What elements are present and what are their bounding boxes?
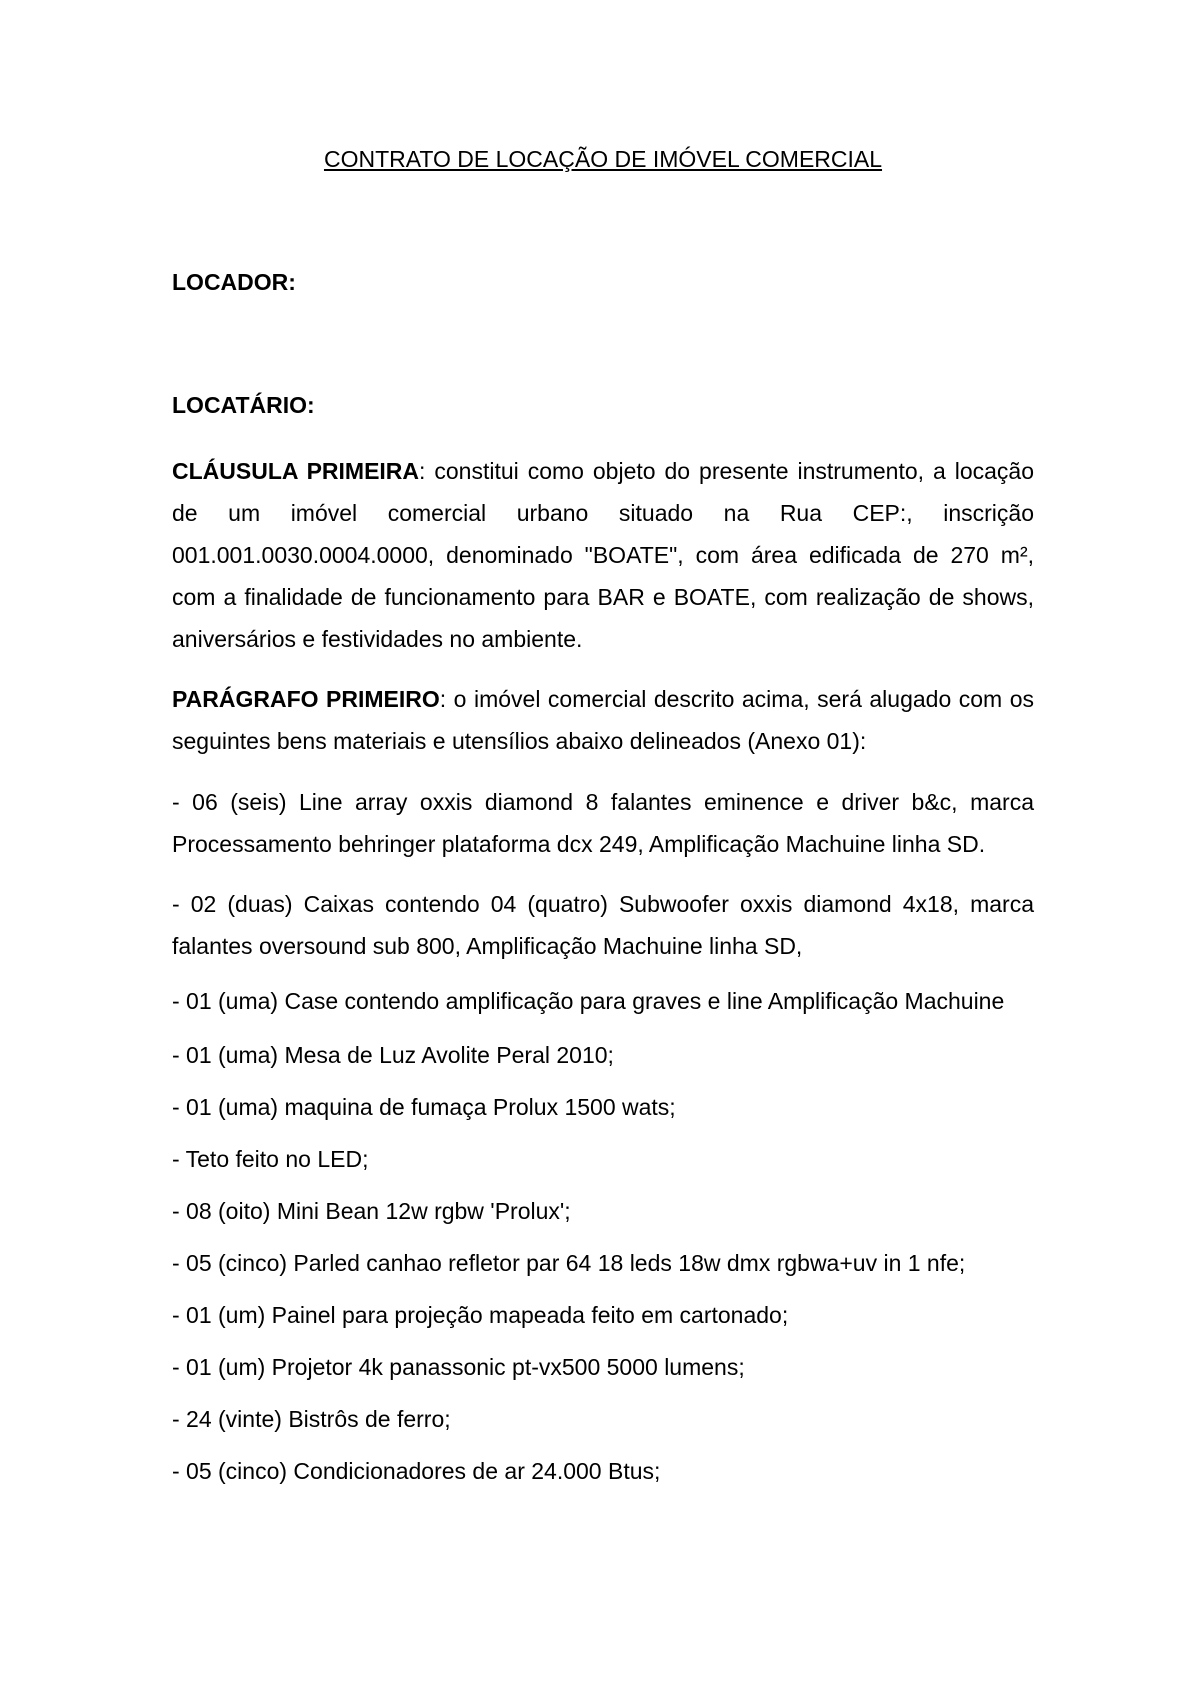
locador-label: LOCADOR: [172,269,296,295]
paragrafo-primeiro [172,678,1034,762]
list-item: - 08 (oito) Mini Bean 12w rgbw 'Prolux'; [172,1198,571,1224]
list-item: - 01 (uma) Mesa de Luz Avolite Peral 2010; [172,1042,614,1068]
equipment-list [172,781,1034,1507]
list-item: - 06 (seis) Line array oxxis diamond 8 falantes eminence e driver b&c, marca Processamento behringer plataforma dcx 249, Amplificação Machuine linha SD. [172,789,1034,857]
list-item: - Teto feito no LED; [172,1146,369,1172]
document-title: CONTRATO DE LOCAÇÃO DE IMÓVEL COMERCIAL [323,146,883,172]
clausula-primeira [172,450,1034,660]
list-item: - 01 (uma) maquina de fumaça Prolux 1500 wats; [172,1094,676,1120]
list-item: - 05 (cinco) Parled canhao refletor par 64 18 leds 18w dmx rgbwa+uv in 1 nfe; [172,1250,966,1276]
list-item: - 05 (cinco) Condicionadores de ar 24.000 Btus; [172,1458,661,1484]
list-item: - 01 (um) Projetor 4k panassonic pt-vx500 5000 lumens; [172,1354,745,1380]
list-item: - 01 (um) Painel para projeção mapeada feito em cartonado; [172,1302,789,1328]
list-item: - 01 (uma) Case contendo amplificação para graves e line Amplificação Machuine [172,988,1005,1014]
clausula-primeira-heading: CLÁUSULA PRIMEIRA [172,458,420,484]
paragrafo-primeiro-heading: PARÁGRAFO PRIMEIRO [172,686,440,712]
list-item: - 24 (vinte) Bistrôs de ferro; [172,1406,451,1432]
clausula-primeira-text: : constitui como objeto do presente instrumento, a locação de um imóvel comercial urbano situado na Rua CEP:, inscrição 001.001.0030.0004.0000, denominado "BOATE", com área edificada de 270 m², com a finalidade de funcionamento para BAR e BOATE, com realização de shows, aniversários e festividades no ambiente. [172,458,1034,652]
paragrafo-primeiro-text: : o imóvel comercial descrito acima, será alugado com os seguintes bens materiais e utensílios abaixo delineados (Anexo 01): [172,686,1035,754]
list-item: - 02 (duas) Caixas contendo 04 (quatro) Subwoofer oxxis diamond 4x18, marca falantes oversound sub 800, Amplificação Machuine linha SD, [172,891,1034,959]
locatario-label: LOCATÁRIO: [172,392,315,418]
